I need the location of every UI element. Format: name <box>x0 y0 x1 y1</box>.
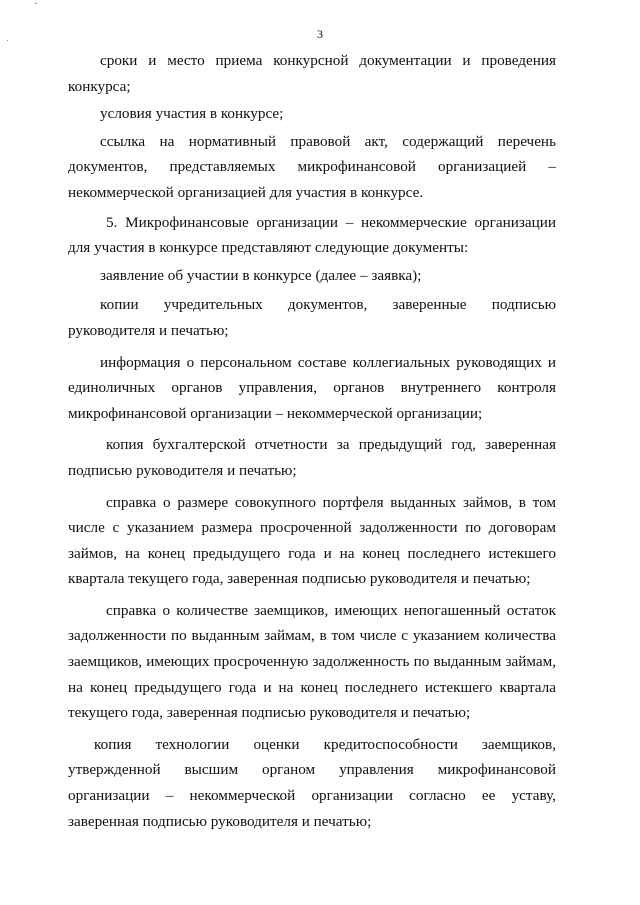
paragraph: копии учредительных документов, заверенные подписью руководителя и печатью; <box>68 296 556 339</box>
paragraph: условия участия в конкурсе; <box>100 105 284 123</box>
paragraph: копия бухгалтерской отчетности за предыдущий год, заверенная подписью руководителя и печатью; <box>68 436 556 479</box>
paragraph: справка о размере совокупного портфеля выданных займов, в том числе с указанием размера просроченной задолженности по договорам займов, на конец предыдущего года и на конец последнего истекшего квартала текущего года, заверенная подписью руководителя и печатью; <box>68 493 556 588</box>
paragraph: справка о количестве заемщиков, имеющих непогашенный остаток задолженности по выданным займам, в том числе с указанием количества заемщиков, имеющих просроченную задолженность по выданным займам, на конец предыдущего года и на конец последнего истекшего квартала текущего года, заверенная подписью руководителя и печатью; <box>68 601 556 722</box>
scan-speck: ˇ <box>34 2 38 13</box>
paragraph: ссылка на нормативный правовой акт, содержащий перечень документов, представляемых микрофинансовой организацией – некоммерческой организацией для участия в конкурсе. <box>68 132 556 201</box>
paragraph: 5. Микрофинансовые организации – некоммерческие организации для участия в конкурсе представляют следующие документы: <box>68 213 556 257</box>
paragraph: копия технологии оценки кредитоспособности заемщиков, утвержденной высшим органом управления микрофинансовой организации – некоммерческой организации согласно ее уставу, заверенная подписью руководителя и печатью; <box>68 735 556 830</box>
page-number: 3 <box>317 27 323 41</box>
paragraph: информация о персональном составе коллегиальных руководящих и единоличных органов управления, органов внутреннего контроля микрофинансовой организации – некоммерческой организации; <box>68 353 556 422</box>
paragraph: заявление об участии в конкурсе (далее – заявка); <box>100 266 422 284</box>
scan-speck: · <box>6 36 10 47</box>
document-body <box>68 48 556 834</box>
paragraph: сроки и место приема конкурсной документации и проведения конкурса; <box>68 52 556 95</box>
